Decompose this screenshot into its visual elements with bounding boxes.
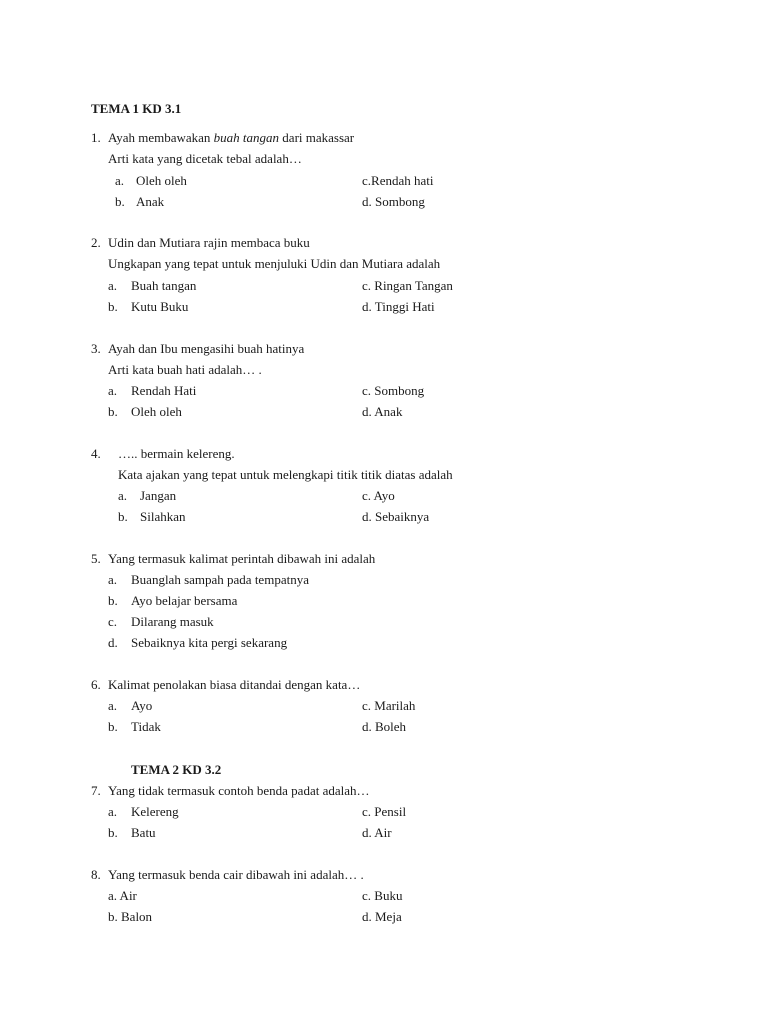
option-letter-a: a. xyxy=(115,173,125,188)
question-stem: Yang tidak termasuk contoh benda padat adalah… xyxy=(108,783,370,798)
option-d: d. Boleh xyxy=(362,719,407,734)
option-a: Rendah Hati xyxy=(131,383,197,398)
option-letter-a: a. xyxy=(108,698,118,713)
option-letter-a: a. xyxy=(108,572,118,587)
section-heading-tema-1: TEMA 1 KD 3.1 xyxy=(91,101,182,116)
option-c: Dilarang masuk xyxy=(131,614,214,629)
option-letter-c: c. xyxy=(108,614,118,629)
option-letter-a: a. xyxy=(108,383,118,398)
question-number: 6. xyxy=(91,677,101,692)
option-c: c.Rendah hati xyxy=(362,173,434,188)
stem-text: dari makassar xyxy=(279,130,355,145)
stem-italic-text: buah tangan xyxy=(213,130,280,145)
option-letter-b: b. xyxy=(108,719,118,734)
question-number: 5. xyxy=(91,551,101,566)
option-b: Batu xyxy=(131,825,156,840)
option-d: d. Tinggi Hati xyxy=(362,299,435,314)
question-number: 1. xyxy=(91,130,101,145)
option-c: c. Buku xyxy=(362,888,403,903)
option-d: d. Sombong xyxy=(362,194,425,209)
section-heading-tema-2: TEMA 2 KD 3.2 xyxy=(131,762,222,777)
question-prompt: Kata ajakan yang tepat untuk melengkapi titik titik diatas adalah xyxy=(118,467,453,482)
option-d: d. Anak xyxy=(362,404,403,419)
option-b: Anak xyxy=(136,194,165,209)
question-number: 7. xyxy=(91,783,101,798)
option-b: Tidak xyxy=(131,719,161,734)
option-c: c. Marilah xyxy=(362,698,416,713)
option-c: c. Pensil xyxy=(362,804,407,819)
option-letter-b: b. xyxy=(115,194,125,209)
option-b: Ayo belajar bersama xyxy=(131,593,238,608)
option-b: Kutu Buku xyxy=(131,299,189,314)
question-number: 8. xyxy=(91,867,101,882)
option-b: b. Balon xyxy=(108,909,153,924)
option-d: d. Meja xyxy=(362,909,402,924)
option-b: Oleh oleh xyxy=(131,404,182,419)
question-prompt: Arti kata yang dicetak tebal adalah… xyxy=(108,151,302,166)
option-a: Jangan xyxy=(140,488,177,503)
question-stem: ….. bermain kelereng. xyxy=(118,446,235,461)
question-stem: Yang termasuk kalimat perintah dibawah ini adalah xyxy=(108,551,376,566)
option-a: Ayo xyxy=(131,698,153,713)
option-letter-a: a. xyxy=(108,278,118,293)
option-letter-b: b. xyxy=(108,593,118,608)
question-stem: Yang termasuk benda cair dibawah ini adalah… . xyxy=(108,867,364,882)
option-letter-d: d. xyxy=(108,635,118,650)
option-a: Buanglah sampah pada tempatnya xyxy=(131,572,309,587)
question-prompt: Arti kata buah hati adalah… . xyxy=(108,362,262,377)
option-a: Buah tangan xyxy=(131,278,197,293)
option-d: d. Air xyxy=(362,825,392,840)
option-d: Sebaiknya kita pergi sekarang xyxy=(131,635,288,650)
option-a: Kelereng xyxy=(131,804,179,819)
option-a: Oleh oleh xyxy=(136,173,187,188)
option-letter-a: a. xyxy=(108,804,118,819)
option-c: c. Ayo xyxy=(362,488,395,503)
question-stem xyxy=(108,130,354,146)
option-a: a. Air xyxy=(108,888,137,903)
option-b: Silahkan xyxy=(140,509,186,524)
question-stem: Kalimat penolakan biasa ditandai dengan kata… xyxy=(108,677,361,692)
question-prompt: Ungkapan yang tepat untuk menjuluki Udin dan Mutiara adalah xyxy=(108,256,441,271)
option-letter-b: b. xyxy=(108,404,118,419)
stem-text: Ayah membawakan xyxy=(108,130,214,145)
option-c: c. Ringan Tangan xyxy=(362,278,453,293)
option-letter-a: a. xyxy=(118,488,128,503)
question-stem: Ayah dan Ibu mengasihi buah hatinya xyxy=(108,341,305,356)
option-letter-b: b. xyxy=(108,299,118,314)
question-number: 4. xyxy=(91,446,101,461)
option-letter-b: b. xyxy=(108,825,118,840)
option-d: d. Sebaiknya xyxy=(362,509,430,524)
option-c: c. Sombong xyxy=(362,383,425,398)
question-number: 3. xyxy=(91,341,101,356)
question-stem: Udin dan Mutiara rajin membaca buku xyxy=(108,235,310,250)
question-number: 2. xyxy=(91,235,101,250)
option-letter-b: b. xyxy=(118,509,128,524)
